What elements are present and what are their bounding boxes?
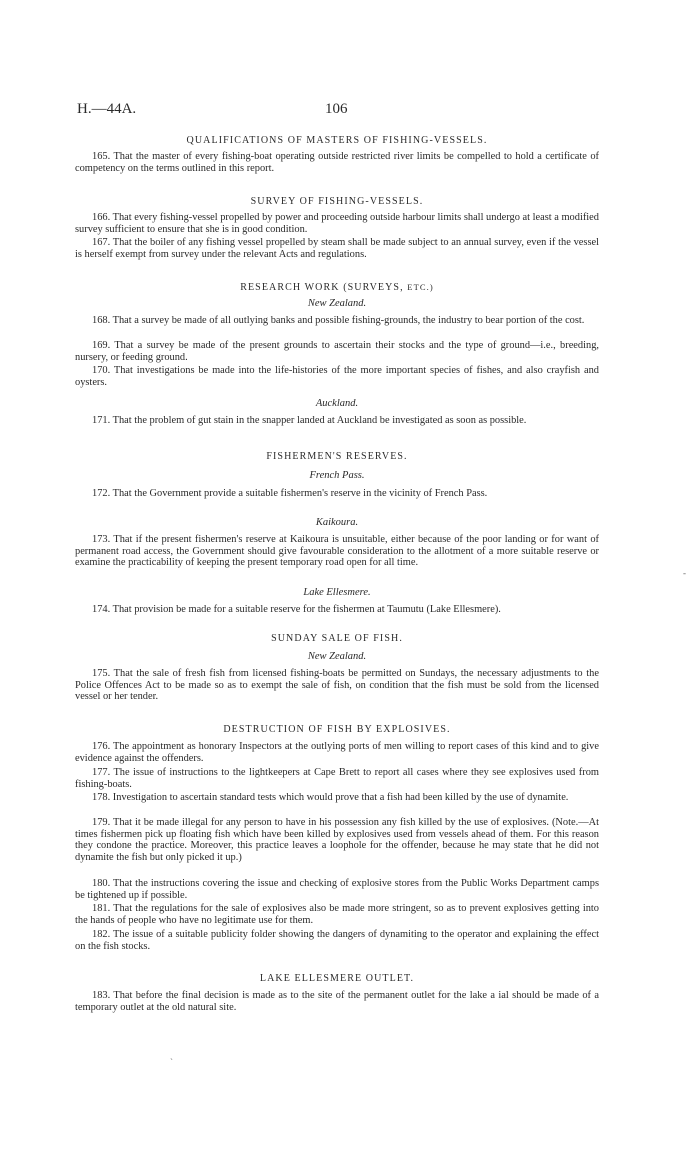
stray-tick-mark: ˎ [170,1050,173,1060]
section-heading-sunday-sale: SUNDAY SALE OF FISH. [271,633,403,644]
paragraph-183: 183. That before the final decision is made as to the site of the permanent outlet for the lake a ial should be made of a temporary outlet at the old natural site. [75,990,599,1013]
margin-speck: - [683,568,686,578]
subheading-new-zealand-2: New Zealand. [307,651,367,662]
paragraph-181: 181. That the regulations for the sale of explosives also be made more stringent, so as to prevent explosives getting into the hands of people who have no legitimate use for them. [75,903,599,926]
paragraph-177: 177. The issue of instructions to the lightkeepers at Cape Brett to report all cases where they see explosives used from fishing-boats. [75,767,599,790]
paragraph-182: 182. The issue of a suitable publicity folder showing the dangers of dynamiting to the operator and explaining the effect on the fish stocks. [75,929,599,952]
paragraph-167: 167. That the boiler of any fishing vessel propelled by steam shall be made subject to an annual survey, even if the vessel is herself exempt from survey under the relevant Acts and regulations. [75,237,599,260]
paragraph-166: 166. That every fishing-vessel propelled by power and proceeding outside harbour limits shall undergo at least a modified survey sufficient to ensure that she is in good condition. [75,212,599,235]
paragraph-171: 171. That the problem of gut stain in the snapper landed at Auckland be investigated as soon as possible. [92,415,527,426]
section-heading-research-main: RESEARCH WORK (SURVEYS, [240,282,404,293]
report-reference: H.—44A. [77,101,137,117]
section-heading-qualifications: QUALIFICATIONS OF MASTERS OF FISHING-VESSELS. [186,135,488,146]
paragraph-168: 168. That a survey be made of all outlying banks and possible fishing-grounds, the industry to bear portion of the cost. [92,315,585,326]
subheading-french-pass: French Pass. [309,470,365,481]
paragraph-179: 179. That it be made illegal for any person to have in his possession any fish killed by the use of explosives. (Note.—At times fishermen pick up floating fish which have been killed by explosives used from vessels ahead of them. For this reason they condone the practice. Moreover, this practice leaves a loophole for the offender, because he may state that he did not dynamite the fish but only picked it up.) [75,817,599,863]
subheading-new-zealand: New Zealand. [307,298,367,309]
page-number: 106 [325,101,348,117]
paragraph-172: 172. That the Government provide a suitable fishermen's reserve in the vicinity of French Pass. [92,488,488,499]
subheading-lake-ellesmere: Lake Ellesmere. [303,587,371,598]
section-heading-explosives: DESTRUCTION OF FISH BY EXPLOSIVES. [223,724,451,735]
paragraph-178: 178. Investigation to ascertain standard tests which would prove that a fish had been killed by the use of dynamite. [92,792,569,803]
section-heading-research-etc: ETC.) [407,282,434,292]
paragraph-180: 180. That the instructions covering the issue and checking of explosive stores from the Public Works Department camps be tightened up if possible. [75,878,599,901]
paragraph-175: 175. That the sale of fresh fish from licensed fishing-boats be permitted on Sundays, the necessary adjustments to the Police Offences Act to be made so as to exempt the sale of fish, on condition that the fish must be sold from the licensed vessel or her tender. [75,668,599,703]
subheading-kaikoura: Kaikoura. [315,517,359,528]
paragraph-165: 165. That the master of every fishing-boat operating outside restricted river limits be compelled to hold a certificate of competency on the terms outlined in this report. [75,151,599,174]
paragraph-174: 174. That provision be made for a suitable reserve for the fishermen at Taumutu (Lake Ellesmere). [92,604,501,615]
paragraph-169: 169. That a survey be made of the present grounds to ascertain their stocks and the type of ground—i.e., breeding, nursery, or feeding ground. [75,340,599,363]
section-heading-reserves: FISHERMEN'S RESERVES. [266,451,408,462]
section-heading-research [75,281,599,294]
paragraph-173: 173. That if the present fishermen's reserve at Kaikoura is unsuitable, either because of the poor landing or for want of permanent road access, the Government should give favourable consideration to the allotment of a more suitable reserve or examine the practicability of keeping the present temporary road open for all time. [75,534,599,569]
subheading-auckland: Auckland. [315,398,359,409]
paragraph-170: 170. That investigations be made into the life-histories of the more important species of fishes, and also crayfish and oysters. [75,365,599,388]
section-heading-lake-outlet: LAKE ELLESMERE OUTLET. [259,973,415,984]
section-heading-survey: SURVEY OF FISHING-VESSELS. [250,196,424,207]
paragraph-176: 176. The appointment as honorary Inspectors at the outlying ports of men willing to report cases of this kind and to give evidence against the offenders. [75,741,599,764]
